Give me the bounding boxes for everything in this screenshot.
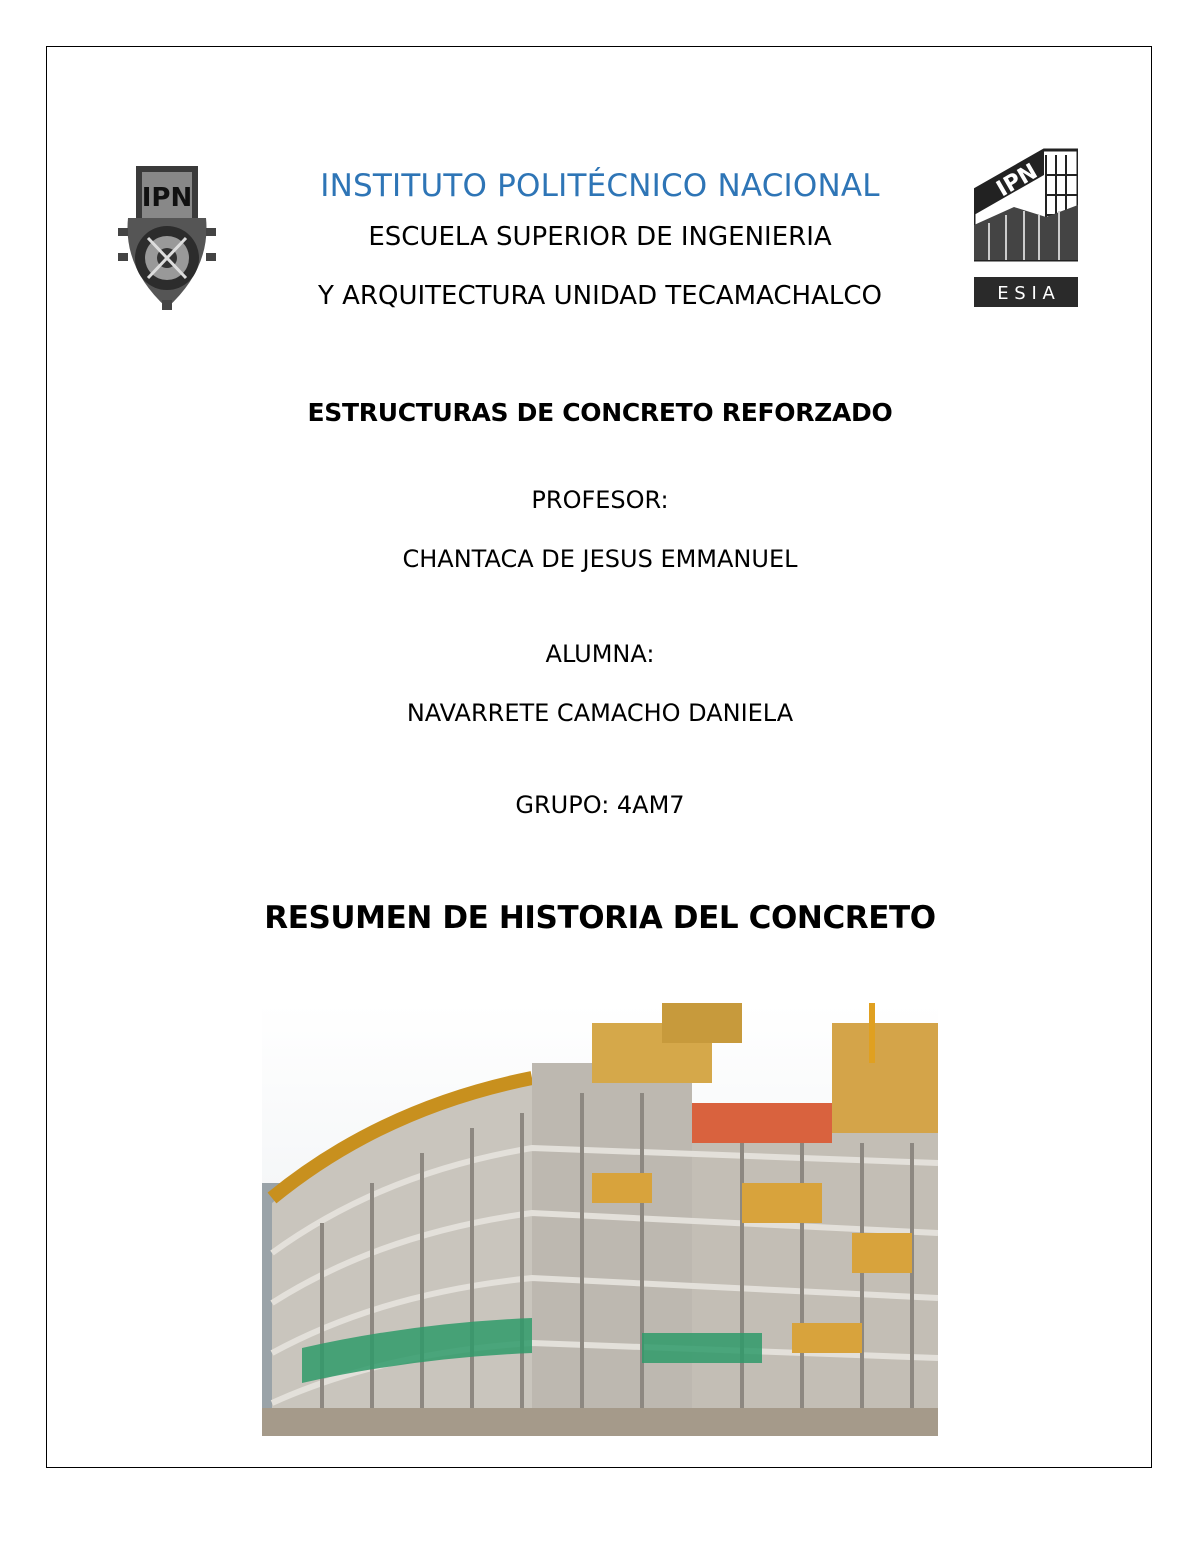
course-title: ESTRUCTURAS DE CONCRETO REFORZADO — [307, 398, 893, 427]
group-label: GRUPO: 4AM7 — [515, 791, 685, 819]
student-label: ALUMNA: — [545, 640, 655, 668]
school-name-line-2: Y ARQUITECTURA UNIDAD TECAMACHALCO — [318, 281, 882, 311]
professor-name: CHANTACA DE JESUS EMMANUEL — [402, 545, 798, 573]
institution-name: INSTITUTO POLITÉCNICO NACIONAL — [320, 168, 880, 204]
student-name: NAVARRETE CAMACHO DANIELA — [406, 699, 794, 727]
professor-label: PROFESOR: — [531, 486, 669, 514]
svg-text:IPN: IPN — [141, 183, 193, 213]
school-name-line-1: ESCUELA SUPERIOR DE INGENIERIA — [368, 222, 832, 252]
svg-text:E S I A: E S I A — [997, 283, 1055, 304]
svg-text:IPN: IPN — [992, 159, 1043, 203]
document-title: RESUMEN DE HISTORIA DEL CONCRETO — [264, 900, 936, 936]
construction-building-image — [262, 1003, 938, 1436]
